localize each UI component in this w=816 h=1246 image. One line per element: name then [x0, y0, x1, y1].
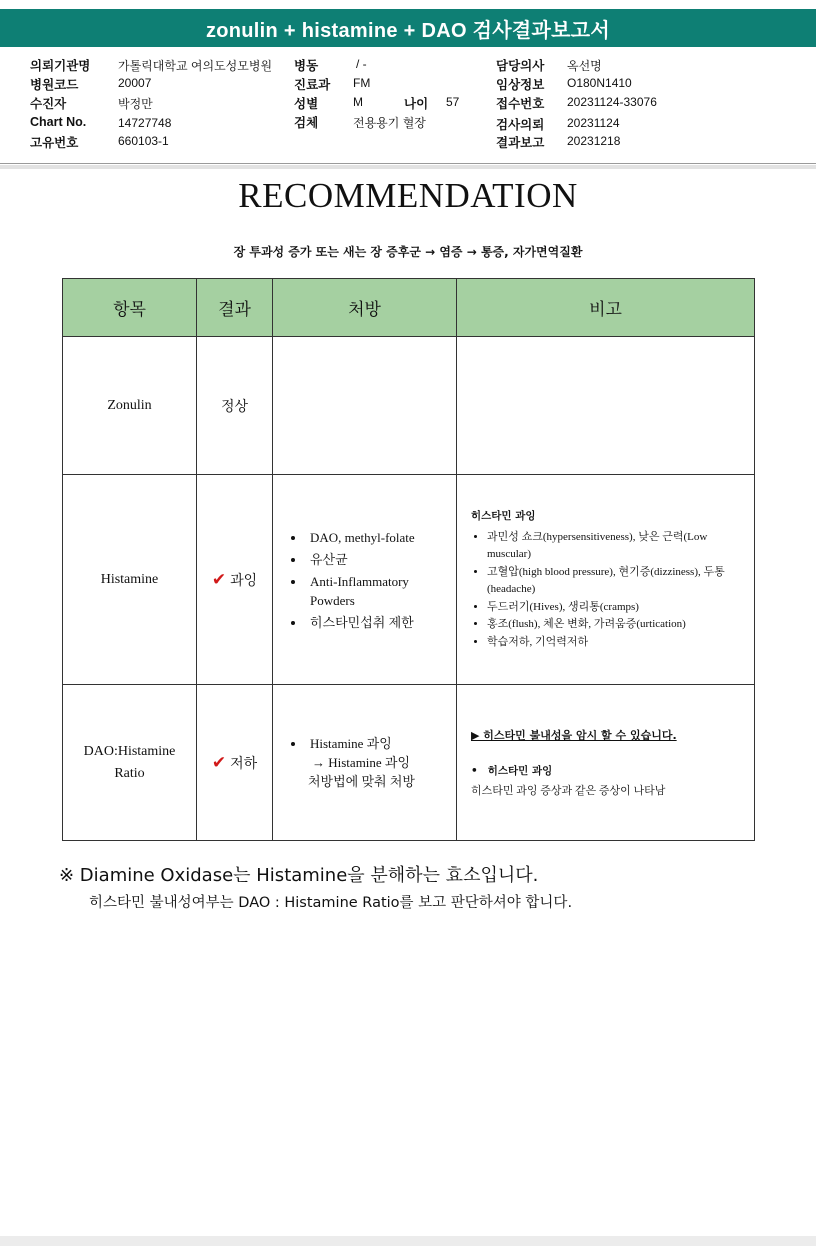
hospital-label: 의뢰기관명	[30, 59, 91, 73]
table-row-zonulin	[63, 337, 755, 475]
item-zonulin: Zonulin	[63, 337, 197, 475]
note-title	[471, 763, 742, 778]
request-label: 검사의뢰	[496, 118, 545, 132]
item-ratio	[63, 685, 197, 841]
prescription-list	[274, 734, 455, 791]
result-ratio	[197, 685, 273, 841]
header-item: 항목	[63, 279, 197, 337]
list-item: • 학습저하, 기억력저하	[487, 634, 742, 652]
doctor-value: 옥선명	[567, 59, 602, 73]
list-item: • 유산균	[306, 550, 455, 569]
clinical-label: 임상정보	[496, 78, 545, 92]
table-row-histamine	[63, 475, 755, 685]
presc-line1: • Histamine 과잉	[310, 736, 392, 751]
presc-line3: 처방법에 맞춰 처방	[308, 774, 415, 789]
chart-label: Chart No.	[30, 115, 87, 129]
dept-value: FM	[353, 76, 371, 90]
header-result: 결과	[197, 279, 273, 337]
note-histamine	[457, 475, 755, 685]
recommendation-table	[62, 278, 755, 841]
list-item: • 두드러기(Hives), 생리통(cramps)	[487, 599, 742, 617]
header-note: 비고	[457, 279, 755, 337]
patient-label: 수진자	[30, 97, 67, 111]
header-prescription: 처방	[273, 279, 457, 337]
list-item: • 과민성 쇼크(hypersensitiveness), 낮은 근력(Low muscular)	[487, 529, 742, 564]
result-ratio-text: 저하	[230, 755, 258, 772]
note-ratio	[457, 685, 755, 841]
list-item: • 홍조(flush), 체온 변화, 가려움증(urtication)	[487, 616, 742, 634]
result-histamine-text: 과잉	[230, 572, 258, 589]
prescription-list	[274, 528, 455, 632]
unique-label: 고유번호	[30, 136, 79, 150]
footnote-main: ※ Diamine Oxidase는 Histamine을 분해하는 효소입니다.	[59, 865, 539, 886]
page-bottom-strip	[0, 1236, 816, 1246]
footnote-detail: 히스타민 불내성여부는 DAO : Histamine Ratio를 보고 판단하셔야 합니다.	[89, 895, 573, 911]
ward-value: / -	[356, 57, 367, 71]
list-item	[306, 734, 455, 791]
recommendation-subtitle: 장 투과성 증가 또는 새는 장 증후군 → 염증 → 통증, 자가면역질환	[233, 245, 583, 259]
sex-value: M	[353, 95, 363, 109]
recommendation-title: RECOMMENDATION	[238, 176, 578, 215]
bullet-icon: •	[471, 765, 478, 777]
hospital-value: 가톨릭대학교 여의도성모병원	[118, 59, 273, 73]
specimen-value: 전용용기 혈장	[353, 116, 426, 130]
item-ratio-line2: Ratio	[114, 765, 145, 781]
check-mark-icon: ✔	[211, 752, 227, 773]
note-title: 히스타민 과잉	[471, 509, 536, 522]
note-zonulin	[457, 337, 755, 475]
result-zonulin: 정상	[197, 337, 273, 475]
item-ratio-line1: DAO:Histamine	[83, 743, 176, 759]
clinical-value: O180N1410	[567, 76, 632, 90]
list-item: • DAO, methyl-folate	[306, 528, 455, 547]
list-item: • Anti-Inflammatory Powders	[306, 572, 455, 610]
age-value: 57	[446, 95, 460, 109]
symptom-list	[471, 529, 742, 652]
prescription-ratio	[273, 685, 457, 841]
table-row-ratio	[63, 685, 755, 841]
list-item: • 히스타민섭취 제한	[306, 613, 455, 632]
chart-value: 14727748	[118, 116, 172, 130]
item-histamine: Histamine	[63, 475, 197, 685]
receipt-label: 접수번호	[496, 97, 545, 111]
patient-value: 박정만	[118, 97, 153, 111]
specimen-label: 검체	[294, 116, 319, 130]
doctor-label: 담당의사	[496, 59, 545, 73]
report-date-value: 20231218	[567, 134, 621, 148]
code-value: 20007	[118, 76, 152, 90]
presc-line2: → Histamine 과잉	[312, 755, 411, 770]
request-value: 20231124	[567, 116, 620, 130]
unique-value: 660103-1	[118, 134, 169, 148]
table-header-row	[63, 279, 755, 337]
prescription-histamine	[273, 475, 457, 685]
report-date-label: 결과보고	[496, 136, 545, 150]
report-title: zonulin + histamine + DAO 검사결과보고서	[0, 9, 816, 47]
age-label: 나이	[404, 97, 429, 111]
list-item: • 고혈압(high blood pressure), 현기증(dizziness), 두통(headache)	[487, 564, 742, 599]
result-histamine	[197, 475, 273, 685]
sex-label: 성별	[294, 97, 319, 111]
prescription-zonulin	[273, 337, 457, 475]
check-mark-icon: ✔	[211, 569, 227, 590]
receipt-value: 20231124-33076	[567, 95, 657, 109]
dept-label: 진료과	[294, 78, 331, 92]
note-title-text: 히스타민 과잉	[487, 765, 553, 777]
ward-label: 병동	[294, 59, 319, 73]
note-text: 히스타민 과잉 증상과 같은 증상이 나타남	[471, 785, 666, 797]
patient-info-panel	[0, 47, 816, 164]
intolerance-note: ▶ 히스타민 불내성을 암시 할 수 있습니다.	[471, 729, 677, 742]
section-divider	[0, 165, 816, 169]
code-label: 병원코드	[30, 78, 79, 92]
